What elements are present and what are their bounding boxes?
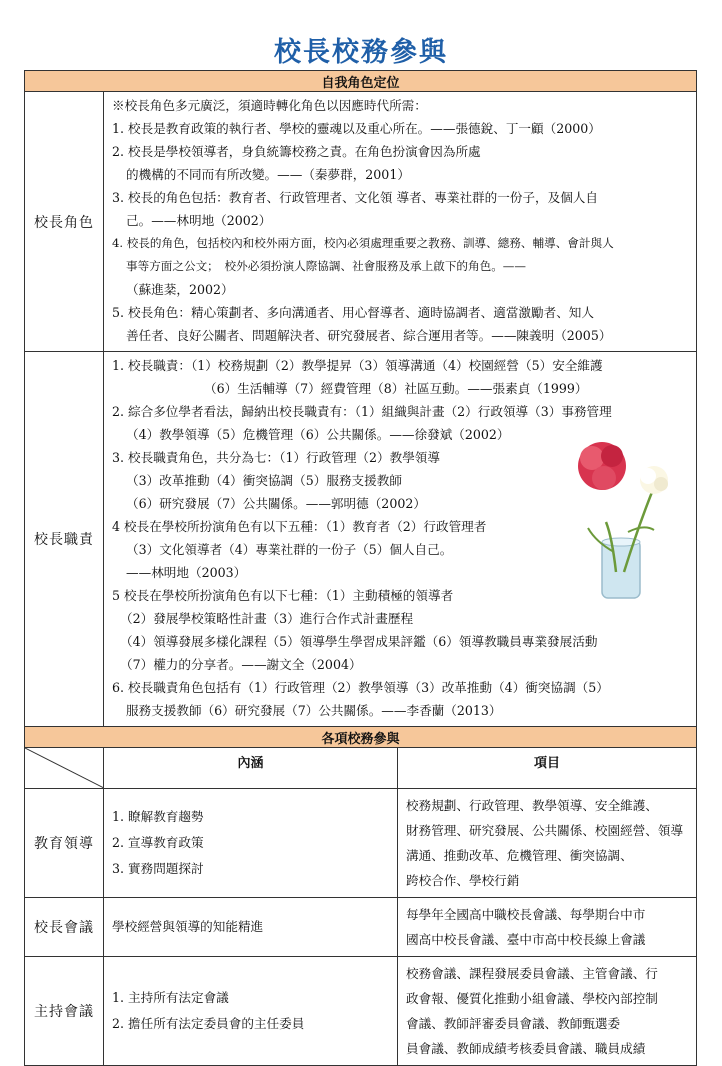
role-content [104,92,697,352]
list-line: 5. 校長角色：精心策劃者、多向溝通者、用心督導者、適時協調者、適當激勵者、知人 [112,305,594,320]
list-line: 善任者、良好公關者、問題解決者、研究發展者、綜合運用者等。——陳義明（2005） [126,328,612,343]
list-line: 會議、教師評審委員會議、教師甄選委 [406,1016,621,1031]
list-line: （4）領導發展多樣化課程（5）領導學生學習成果評鑑（6）領導教職員專業發展活動 [120,634,598,649]
row-label-meeting: 校長會議 [25,898,104,957]
list-line: 3. 校長職責角色，共分為七：（1）行政管理（2）教學領導 [112,450,440,465]
list-line: （7）權力的分享者。——謝文全（2004） [120,657,362,672]
list-line: 5 校長在學校所扮演角色有以下七種：（1）主動積極的領導者 [112,588,454,603]
list-line: （2）發展學校策略性計畫（3）進行合作式計畫歷程 [120,611,414,626]
list-line: 己。——林明地（2002） [126,213,272,228]
principal-table [24,70,697,1066]
list-line: ※校長角色多元廣泛，須適時轉化角色以因應時代所需： [112,98,427,113]
list-line: 跨校合作、學校行銷 [406,873,520,888]
list-line: 1. 校長是教育政策的執行者、學校的靈魂以及重心所在。——張德銳、丁一顧（2000） [112,121,601,136]
carnation-vase-illustration [566,432,678,602]
list-line: 溝通、推動改革、危機管理、衝突協調、 [406,848,633,863]
list-line: （3）文化領導者（4）專業社群的一份子（5）個人自己。 [126,542,453,557]
list-line: （4）教學領導（5）危機管理（6）公共關係。——徐發斌（2002） [126,427,510,442]
list-line: 的機構的不同而有所改變。——（秦夢群，2001） [126,167,410,182]
host-content [104,957,398,1066]
list-line: ——林明地（2003） [126,565,247,580]
list-line: 6. 校長職責角色包括有（1）行政管理（2）教學領導（3）改革推動（4）衝突協調（5） [112,680,609,695]
list-line: 校務規劃、行政管理、教學領導、安全維護、 [406,798,658,813]
list-line: 2. 宣導教育政策 [112,835,204,850]
list-line: 4. 校長的角色，包括校內和校外兩方面，校內必須處理重要之教務、訓導、總務、輔導、會計與人 [112,236,614,250]
diagonal-line [25,748,104,788]
list-line: 2. 校長是學校領導者，身負統籌校務之責。在角色扮演會因為所處 [112,144,481,159]
list-line: 1. 主持所有法定會議 [112,990,229,1005]
host-items [398,957,697,1066]
list-line: （6）生活輔導（7）經費管理（8）社區互動。——張素貞（1999） [204,381,588,396]
list-line: （蘇進棻，2002） [126,282,234,297]
list-line: 學校經營與領導的知能精進 [112,919,264,934]
list-line: 1. 瞭解教育趨勢 [112,809,204,824]
column-header-content: 內涵 [104,748,398,789]
meeting-content [104,898,398,957]
list-line: 事等方面之公文； 校外必須扮演人際協調、社會服務及承上啟下的角色。—— [126,259,526,273]
list-line: 校務會議、課程發展委員會議、主管會議、行 [406,966,658,981]
list-line: 2. 綜合多位學者看法，歸納出校長職責有：（1）組織與計畫（2）行政領導（3）事務管理 [112,404,612,419]
column-header-items: 項目 [398,748,697,789]
list-line: 政會報、優質化推動小組會議、學校內部控制 [406,991,658,1006]
list-line: 服務支援教師（6）研究發展（7）公共關係。——李香蘭（2013） [126,703,502,718]
meeting-items [398,898,697,957]
list-line: 3. 校長的角色包括：教育者、行政管理者、文化領 導者、專業社群的一份子，及個人自 [112,190,598,205]
list-line: （6）研究發展（7）公共關係。——郭明德（2002） [126,496,426,511]
list-line: 3. 實務問題探討 [112,861,204,876]
list-line: 4 校長在學校所扮演角色有以下五種：（1）教育者（2）行政管理者 [112,519,487,534]
list-line: 財務管理、研究發展、公共關係、校園經營、領導 [406,823,684,838]
row-label-education: 教育領導 [25,789,104,898]
page-title: 校長校務參與 [274,37,448,68]
education-content [104,789,398,898]
list-line: 員會議、教師成績考核委員會議、職員成績 [406,1041,646,1056]
section-heading-participation: 各項校務參與 [25,727,697,748]
list-line: 每學年全國高中職校長會議、每學期台中市 [406,907,646,922]
education-items [398,789,697,898]
section-heading-role: 自我角色定位 [25,71,697,92]
list-line: 1. 校長職責：（1）校務規劃（2）教學提昇（3）領導溝通（4）校園經營（5）安全維護 [112,358,603,373]
list-line: 國高中校長會議、臺中市高中校長線上會議 [406,932,646,947]
diagonal-header-cell [25,748,104,789]
row-label-role: 校長角色 [25,92,104,352]
duty-content [104,352,697,727]
list-line: 2. 擔任所有法定委員會的主任委員 [112,1016,305,1031]
list-line: （3）改革推動（4）衝突協調（5）服務支援教師 [126,473,402,488]
row-label-duty: 校長職責 [25,352,104,727]
row-label-host: 主持會議 [25,957,104,1066]
